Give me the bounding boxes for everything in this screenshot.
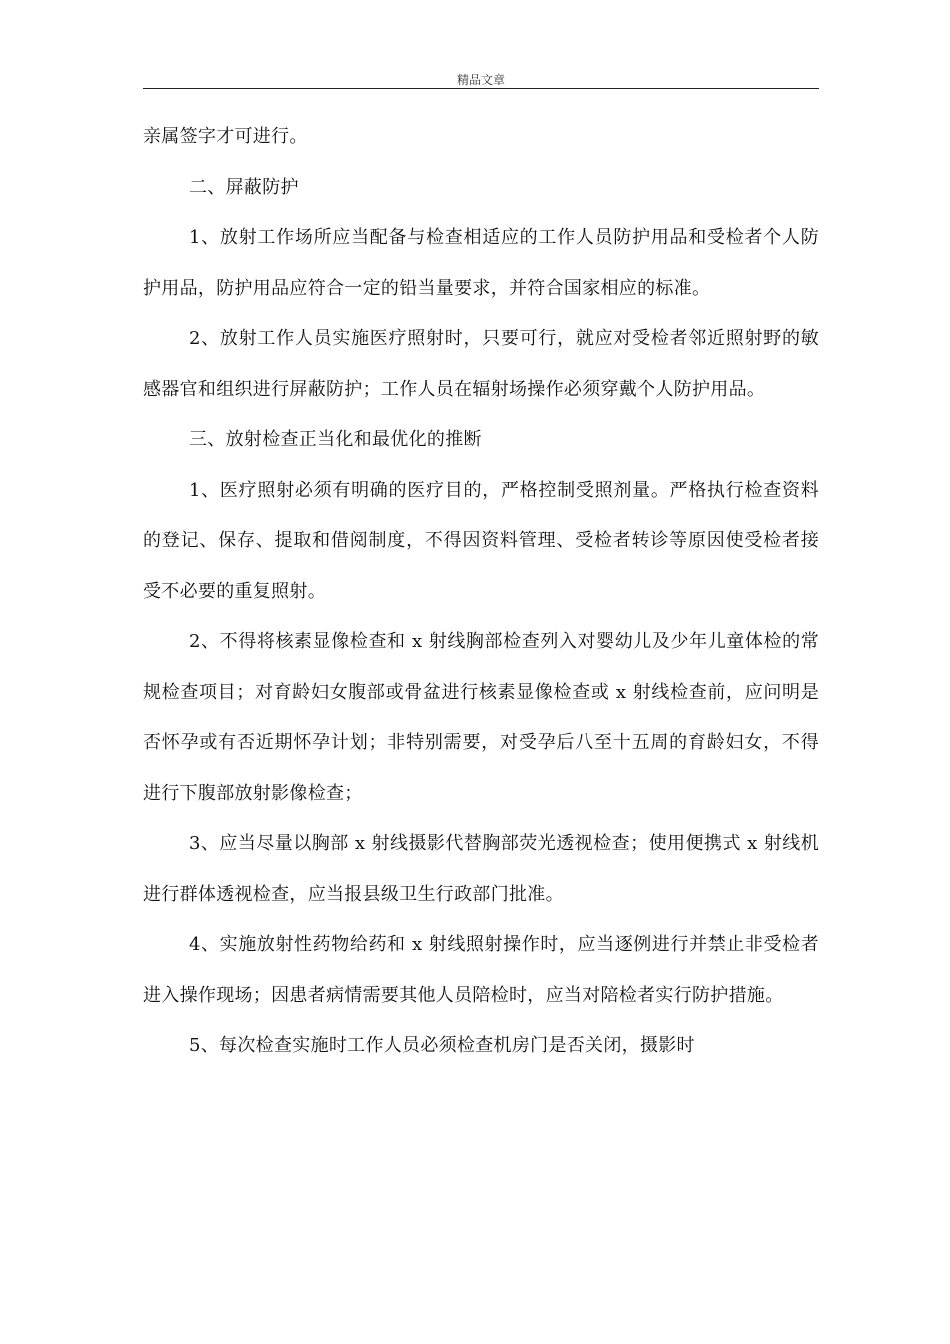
page-header [143,74,819,89]
paragraph: 1、放射工作场所应当配备与检查相适应的工作人员防护用品和受检者个人防护用品，防护用品应符合一定的铅当量要求，并符合国家相应的标准。 [143,227,819,299]
paragraph: 5、每次检查实施时工作人员必须检查机房门是否关闭，摄影时 [189,1035,695,1056]
paragraph: 4、实施放射性药物给药和 x 射线照射操作时，应当逐例进行并禁止非受检者进入操作现场；因患者病情需要其他人员陪检时，应当对陪检者实行防护措施。 [143,934,819,1006]
document-body [143,112,819,1072]
paragraph: 3、应当尽量以胸部 x 射线摄影代替胸部荧光透视检查；使用便携式 x 射线机进行群体透视检查，应当报县级卫生行政部门批准。 [143,833,819,905]
section-heading: 三、放射检查正当化和最优化的推断 [189,429,482,450]
paragraph: 2、放射工作人员实施医疗照射时，只要可行，就应对受检者邻近照射野的敏感器官和组织进行屏蔽防护；工作人员在辐射场操作必须穿戴个人防护用品。 [143,328,819,400]
section-heading: 二、屏蔽防护 [189,176,299,198]
paragraph: 2、不得将核素显像检查和 x 射线胸部检查列入对婴幼儿及少年儿童体检的常规检查项目；对育龄妇女腹部或骨盆进行核素显像检查或 x 射线检查前，应问明是否怀孕或有否近期怀孕计划；非特别需要，对受孕后八至十五周的育龄妇女，不得进行下腹部放射影像检查； [143,631,819,804]
paragraph: 1、医疗照射必须有明确的医疗目的，严格控制受照剂量。严格执行检查资料的登记、保存、提取和借阅制度，不得因资料管理、受检者转诊等原因使受检者接受不必要的重复照射。 [143,479,819,602]
paragraph: 亲属签字才可进行。 [143,126,308,147]
header-title: 精品文章 [456,73,505,87]
